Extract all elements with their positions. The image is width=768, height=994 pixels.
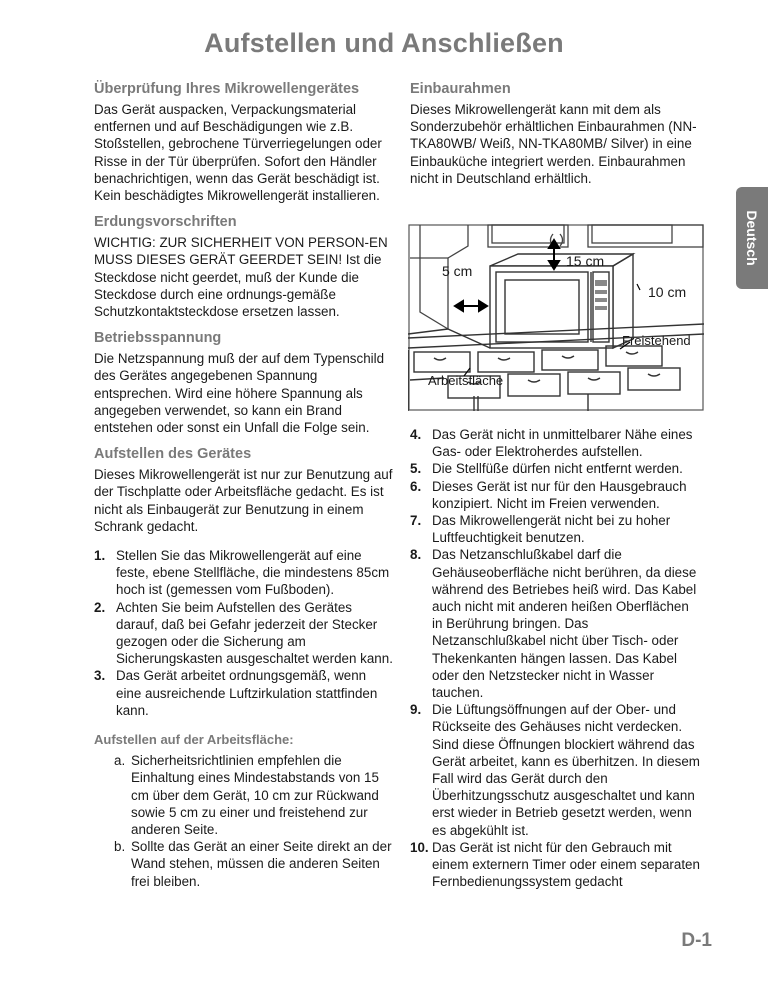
section-counter — [94, 731, 394, 890]
notes-list — [410, 426, 702, 890]
section-voltage-heading: Betriebsspannung — [94, 330, 222, 347]
section-counter-heading: Aufstellen auf der Arbeitsfläche: — [94, 732, 294, 748]
section-check-text: Das Gerät auspacken, Verpackungsmaterial entfernen und auf Beschädigungen wie z.B. Stoßstellen, gebrochene Türverriegelungen oder Risse in der Tür überprüfen. Sofort den Händler benachrichtigen, wenn das Gerät beschädigt ist. Kein beschädigtes Mikrowellengerät installieren. — [94, 102, 382, 204]
setup-list — [94, 547, 394, 719]
section-voltage-text: Die Netzspannung muß der auf dem Typenschild des Gerätes angegebenen Spannung entsprechen. Wird eine höhere Spannung als angegeben verwendet, so kann ein Brand entstehen oder sonst ein Unfall die Folge sein. — [94, 351, 385, 436]
kitchen-illustration — [408, 224, 704, 411]
list-item: 4. Das Gerät nicht in unmittelbarer Nähe eines Gas- oder Elektroherdes aufstellen. — [410, 427, 693, 460]
section-frame — [410, 80, 702, 187]
language-tab-label: Deutsch — [744, 210, 760, 266]
section-voltage — [94, 329, 394, 436]
list-item: 10. Das Gerät ist nicht für den Gebrauch mit einem externern Timer oder einem separaten Fernbedienungssystem gedacht — [410, 839, 700, 890]
section-frame-heading: Einbaurahmen — [410, 81, 511, 97]
page-number: D-1 — [681, 930, 712, 951]
right-column-top — [410, 80, 702, 196]
section-setup-text: Dieses Mikrowellengerät ist nur zur Benutzung auf der Tischplatte oder Arbeitsfläche gedacht. Es ist nicht als Einbaugerät zur Benutzung in einem Schrank gedacht. — [94, 467, 393, 534]
installation-diagram — [408, 224, 704, 411]
list-item: 8. Das Netzanschlußkabel darf die Gehäuseoberfläche nicht berühren, da diese während des Betriebes heiß wird. Das Kabel auch nicht mit anderen heißen Oberflächen in Berührung bringen. Das Netzanschlußkabel nicht über Tisch- oder Thekenkanten hängen lassen. Das Kabel oder den Netzstecker nicht in Wasser tauchen. — [410, 547, 697, 701]
list-item: b. Sollte das Gerät an einer Seite direkt an der Wand stehen, müssen die anderen Seiten frei bleiben. — [114, 839, 392, 889]
left-column — [94, 80, 394, 899]
section-check — [94, 80, 394, 204]
right-column-bottom — [410, 426, 702, 890]
section-check-heading: Überprüfung Ihres Mikrowellengerätes — [94, 81, 360, 97]
label-freestanding: Freistehend — [622, 333, 691, 348]
list-item: 9. Die Lüftungsöffnungen auf der Ober- und Rückseite des Gehäuses nicht verdecken. Sind diese Öffnungen blockiert während das Gerät arbeitet, kann es überhitzen. In diesem Fall wird das Gerät durch den Überhitzungsschutz ausgeschaltet und kann erst wieder in Betrieb gesetzt werden, wenn es abgekühlt ist. — [410, 702, 700, 838]
list-item: 6. Dieses Gerät ist nur für den Hausgebrauch konzipiert. Nicht im Freien verwenden. — [410, 478, 687, 511]
label-side-clearance: 5 cm — [442, 263, 473, 279]
label-top-clearance: 15 cm — [566, 253, 605, 269]
section-setup — [94, 445, 394, 719]
label-worktop: Arbeitsfläche — [428, 373, 504, 388]
section-earth-text: WICHTIG: ZUR SICHERHEIT VON PERSON-EN MUSS DIESES GERÄT GEERDET SEIN! Ist die Steckdose nicht geerdet, muß der Kunde die Steckdose durch eine ordnungs-gemäße Schutzkontaktsteckdose ersetzen lassen. — [94, 235, 388, 320]
section-earth — [94, 213, 394, 320]
section-earth-heading: Erdungsvorschriften — [94, 214, 237, 231]
label-back-clearance: 10 cm — [648, 284, 687, 300]
page-title: Aufstellen und Anschließen — [204, 28, 564, 58]
counter-list — [94, 752, 394, 890]
list-item: 5. Die Stellfüße dürfen nicht entfernt werden. — [410, 461, 683, 477]
language-tab — [736, 187, 768, 289]
list-item: 7. Das Mikrowellengerät nicht bei zu hoher Luftfeuchtigkeit benutzen. — [410, 513, 671, 546]
list-item: 1. Stellen Sie das Mikrowellengerät auf eine feste, ebene Stellfläche, die mindestens 85cm hoch ist (gemessen vom Fußboden). — [94, 548, 390, 598]
list-item: 2. Achten Sie beim Aufstellen des Gerätes darauf, daß bei Gefahr jederzeit der Stecker gezogen oder die Sicherung am Sicherungskasten ausgeschaltet werden kann. — [94, 599, 393, 667]
section-setup-heading: Aufstellen des Gerätes — [94, 446, 252, 463]
list-item: a. Sicherheitsrichtlinien empfehlen die Einhaltung eines Mindestabstands von 15 cm über dem Gerät, 10 cm zur Rückwand sowie 5 cm zu einer und freistehend zur anderen Seite. — [114, 753, 379, 837]
section-frame-text: Dieses Mikrowellengerät kann mit dem als Sonderzubehör erhältlichen Einbaurahmen (NN-TKA80WB/ Weiß, NN-TKA80MB/ Silver) in eine Einbauküche integriert werden. Einbaurahmen nicht in Deutschland erhältlich. — [410, 102, 697, 186]
list-item: 3. Das Gerät arbeitet ordnungsgemäß, wenn eine ausreichende Luftzirkulation stattfinden kann. — [94, 668, 378, 718]
